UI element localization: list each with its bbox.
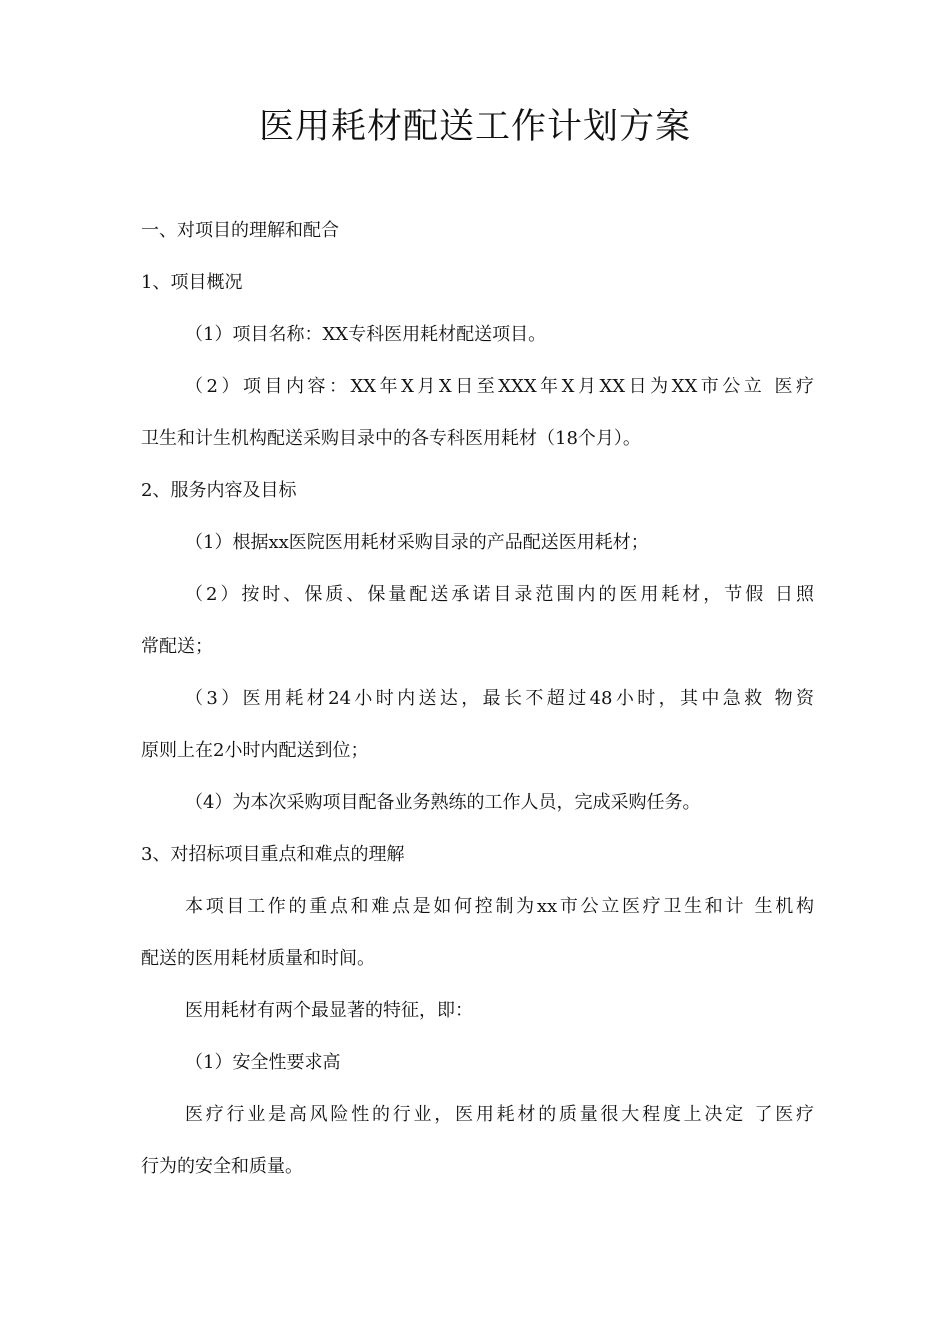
paragraph-line: （1）根据xx医院医用耗材采购目录的产品配送医用耗材； (185, 532, 649, 553)
paragraph-line: （1）安全性要求高 (185, 1052, 341, 1073)
paragraph-line: （1）项目名称：XX专科医用耗材配送项目。 (185, 324, 547, 345)
subsection-heading-1: 1、项目概况 (141, 272, 243, 293)
paragraph-line: （3）医用耗材24小时内送达，最长不超过48小时，其中急救 物资 (185, 688, 814, 709)
paragraph-line: 本项目工作的重点和难点是如何控制为xx市公立医疗卫生和计 生机构 (185, 896, 814, 917)
paragraph-line: （2）按时、保质、保量配送承诺目录范围内的医用耗材，节假 日照 (185, 584, 814, 605)
document-title: 医用耗材配送工作计划方案 (258, 107, 691, 147)
paragraph-line: 常配送； (141, 636, 213, 657)
paragraph-line: 行为的安全和质量。 (141, 1156, 303, 1177)
section-heading-1: 一、对项目的理解和配合 (141, 220, 339, 241)
paragraph-line: 配送的医用耗材质量和时间。 (141, 948, 375, 969)
paragraph-line: 原则上在2小时内配送到位； (141, 740, 369, 761)
paragraph-line: 医用耗材有两个最显著的特征，即： (185, 1000, 473, 1021)
paragraph-line: 医疗行业是高风险性的行业，医用耗材的质量很大程度上决定 了医疗 (185, 1104, 814, 1125)
subsection-heading-3: 3、对招标项目重点和难点的理解 (141, 844, 405, 865)
subsection-heading-2: 2、服务内容及目标 (141, 480, 297, 501)
paragraph-line: （4）为本次采购项目配备业务熟练的工作人员，完成采购任务。 (185, 792, 701, 813)
paragraph-line: （2）项目内容：XX年X月X日至XXX年X月XX日为XX市公立 医疗 (185, 376, 814, 397)
paragraph-line: 卫生和计生机构配送采购目录中的各专科医用耗材（18个月）。 (141, 428, 641, 449)
